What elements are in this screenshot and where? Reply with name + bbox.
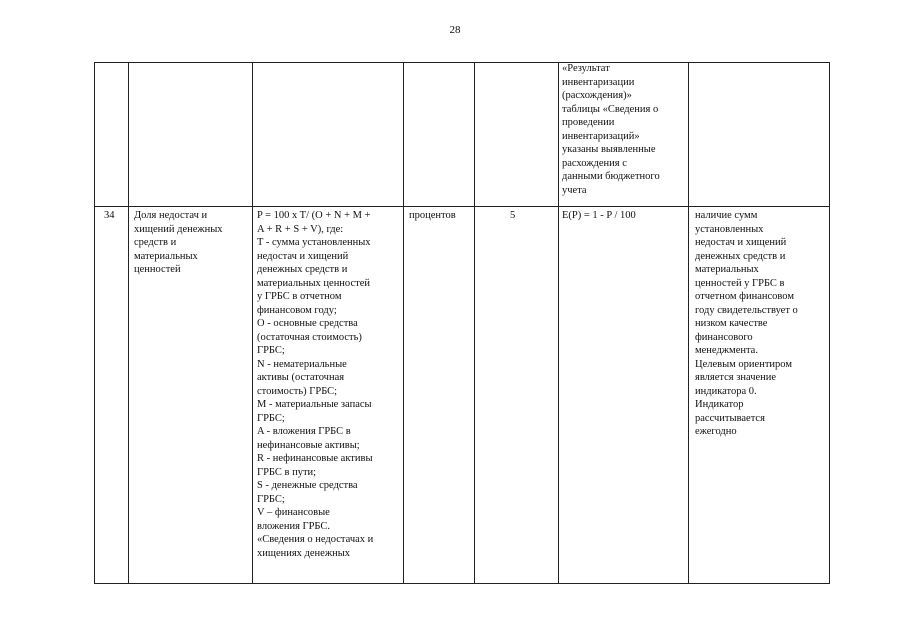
unit-cell: процентов [409,210,456,221]
evaluation-cell: E(P) = 1 - P / 100 [562,210,636,221]
weight-cell: 5 [510,210,516,221]
table-border [474,62,475,584]
page-number: 28 [449,24,461,36]
table-border [94,206,830,207]
table-border [94,62,95,584]
table-border [558,62,559,584]
comment-cell: наличие сумм установленных недостач и хищений денежных средств и материальных ценностей у ГРБС в отчетном финансовом году свидетельствует о низком качестве финансового менеджмента. Целевым ориентиром является значение индикатора 0. Индикатор рассчитывается ежегодно [695,210,798,437]
indicator-name-cell: Доля недостач и хищений денежных средств и материальных ценностей [134,210,223,275]
prev-row-basis-cell: «Результат инвентаризации (расхождения)» таблицы «Сведения о проведении инвентаризаций» указаны выявленные расхождения с данными бюджетного учета [562,63,660,196]
table-border [829,62,830,584]
table-border [94,583,830,584]
row-number-cell: 34 [104,210,115,221]
formula-cell: P = 100 x T/ (O + N + M + A + R + S + V), где: T - сумма установленных недостач и хищений денежных средств и материальных ценностей у ГРБС в отчетном финансовом году; O - основные средства (остаточная стоимость) ГРБС; N - нематериальные активы (остаточная стоимость) ГРБС; M - материальные запасы ГРБС; A - вложения ГРБС в нефинансовые активы; R - нефинансовые активы ГРБС в пути; S - денежные средства ГРБС; V – финансовые вложения ГРБС. «Сведения о недостачах и хищениях денежных [257,210,374,559]
table-border [128,62,129,584]
table-border [688,62,689,584]
table-border [252,62,253,584]
table-border [403,62,404,584]
table-border [94,62,830,63]
